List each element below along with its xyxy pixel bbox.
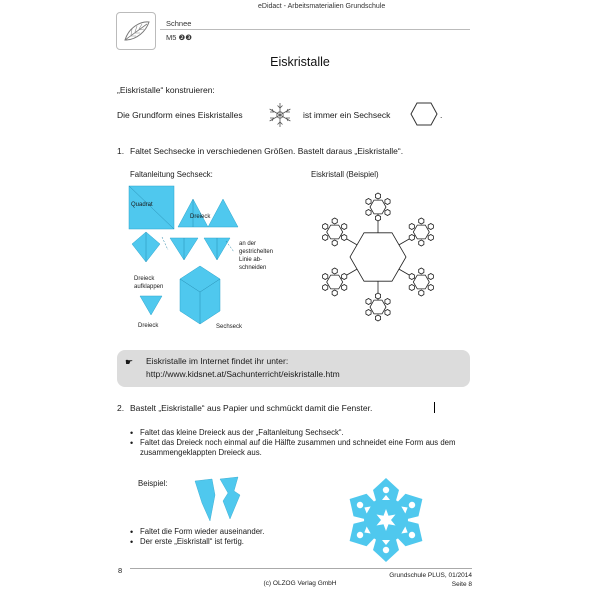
label-sechseck: Sechseck (216, 324, 243, 330)
instruction-list-2 (130, 527, 430, 547)
folded-triangle-shape (195, 479, 215, 521)
hint-link[interactable]: http://www.kidsnet.at/Sachunterricht/eiskristalle.htm (146, 369, 340, 379)
example-label: Beispiel: (138, 479, 168, 488)
leaf-logo (116, 12, 156, 50)
list-item: • Der erste „Eiskristall“ ist fertig. (130, 537, 430, 547)
center-hexagon (350, 233, 406, 281)
crystal-arm-cluster (323, 268, 347, 296)
example-caption: Eiskristall (Beispiel) (311, 170, 379, 179)
label-quadrat: Quadrat (131, 202, 153, 208)
snowflake-icon (266, 101, 294, 129)
crystal-arm-cluster (366, 193, 390, 221)
crystal-arm-cluster (366, 293, 390, 321)
list-item: • Faltet das Dreieck noch einmal auf die Hälfte zusammen und schneidet eine Form aus dem zusammengeklappten Dreieck aus. (130, 438, 480, 458)
header-divider (160, 29, 470, 30)
crystal-arm-cluster (323, 218, 347, 246)
copyright: (c) OLZOG Verlag GmbH (263, 580, 337, 587)
crystal-arm-cluster (409, 268, 433, 296)
publication-name: Grundschule PLUS, 01/2014 (389, 572, 472, 579)
page-number-left: 8 (118, 566, 123, 575)
crystal-arm-cluster (409, 218, 433, 246)
paper-snowflake-illustration (343, 477, 429, 563)
label-dreieck-1: Dreieck (190, 214, 211, 220)
list-item: • Faltet das kleine Dreieck aus der „Faltanleitung Sechseck“. (130, 428, 480, 438)
task1-number: 1. (117, 146, 125, 156)
label-cut-note: an der gestrichelten Linie ab- schneiden (239, 241, 274, 271)
small-triangle-shape (140, 296, 162, 315)
pointing-hand-icon: ☛ (125, 357, 134, 367)
task1-text: Faltet Sechsecke in verschiedenen Größen. Bastelt daraus „Eiskristalle“. (130, 146, 404, 156)
ice-crystal-diagram (305, 187, 451, 323)
folding-caption: Faltanleitung Sechseck: (130, 170, 213, 179)
triangle-shape (208, 199, 238, 227)
cut-triangle-shape (220, 477, 240, 519)
material-code: M5 ❷❸ (166, 33, 192, 42)
intro-heading: „Eiskristalle“ konstruieren: (117, 85, 215, 95)
hint-line-1: Eiskristalle im Internet findet ihr unter: (146, 356, 289, 366)
intro-sentence-start: Die Grundform eines Eiskristalles (117, 110, 243, 120)
footer-divider (130, 568, 472, 569)
instruction-list (130, 428, 480, 458)
page-title: Eiskristalle (270, 55, 330, 69)
label-fold-up: Dreieck aufklappen (134, 276, 164, 290)
task2-text: Bastelt „Eiskristalle“ aus Papier und schmückt damit die Fenster. (130, 403, 373, 413)
snowflake-body (343, 478, 429, 562)
page-number-right: Seite 8 (451, 581, 472, 588)
intro-period: . (440, 110, 443, 120)
label-dreieck-2: Dreieck (138, 323, 159, 329)
subject-label: Schnee (166, 19, 192, 28)
hexagon-icon (410, 102, 438, 126)
cut-triangle-illustration (190, 473, 246, 523)
site-header: eDidact - Arbeitsmaterialien Grundschule (258, 3, 386, 10)
list-item: • Faltet die Form wieder auseinander. (130, 527, 430, 537)
text-cursor (434, 402, 435, 413)
intro-sentence-end: ist immer ein Sechseck (303, 110, 391, 120)
leaf-icon (117, 13, 155, 49)
task2-number: 2. (117, 403, 125, 413)
